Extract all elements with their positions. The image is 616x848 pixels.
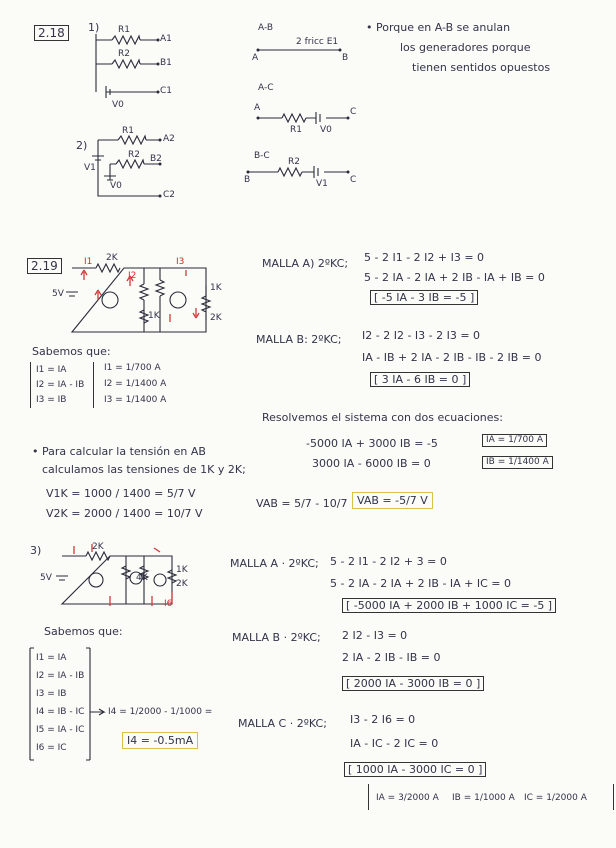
- malla-b-result: [ 3 IA - 6 IB = 0 ]: [370, 372, 470, 387]
- malla-c3-eq1: I3 - 2 I6 = 0: [350, 713, 416, 726]
- c2-b-label: B2: [150, 154, 162, 164]
- malla-a-eq1: 5 - 2 I1 - 2 I2 + I3 = 0: [364, 251, 485, 264]
- eq-right-1: I1 = 1/700 A: [104, 363, 161, 373]
- note-line-3: tienen sentidos opuestos: [412, 61, 551, 74]
- malla-a-eq2: 5 - 2 IA - 2 IA + 2 IB - IA + IB = 0: [364, 271, 545, 284]
- c1-a-label: A1: [160, 34, 172, 44]
- malla-a3-eq1: 5 - 2 I1 - 2 I2 + 3 = 0: [330, 555, 447, 568]
- eq-right-2: I2 = 1/1400 A: [104, 379, 167, 389]
- ac-a-label: A: [254, 103, 261, 113]
- eq-left-1: I1 = IA: [36, 365, 67, 375]
- eq3-2: I2 = IA - IB: [36, 671, 85, 681]
- malla-b3-result: [ 2000 IA - 3000 IB = 0 ]: [342, 676, 484, 691]
- ab-b-label: B: [342, 53, 349, 63]
- circuit-1-number: 1): [88, 21, 100, 34]
- c1-b-label: B1: [160, 58, 172, 68]
- c2-v1-label: V1: [84, 163, 96, 173]
- sabemos-label-219: Sabemos que:: [32, 345, 111, 358]
- ab-a-label: A: [252, 53, 259, 63]
- sistema-heading: Resolvemos el sistema con dos ecuaciones:: [262, 411, 503, 424]
- eq3-3: I3 = IB: [36, 689, 67, 699]
- c3-i6-label: I6: [164, 599, 173, 609]
- malla-c3-title: MALLA C · 2ºKC;: [238, 717, 327, 730]
- ab-heading: A-B: [258, 23, 274, 33]
- malla-b-eq2: IA - IB + 2 IA - 2 IB - IB - 2 IB = 0: [362, 351, 542, 364]
- c2-r2-label: R2: [128, 150, 140, 160]
- note-line-1: • Porque en A-B se anulan: [366, 21, 511, 34]
- c1-c-label: C1: [160, 86, 173, 96]
- c2-c-label: C2: [163, 190, 176, 200]
- eq3-1: I1 = IA: [36, 653, 67, 663]
- vab-result: VAB = -5/7 V: [352, 492, 433, 509]
- c1-v-label: V0: [112, 100, 124, 110]
- c219-v-label: 5V: [52, 289, 64, 299]
- ac-heading: A-C: [258, 83, 274, 93]
- c2-v0-label: V0: [110, 181, 122, 191]
- c3-v-label: 5V: [40, 573, 52, 583]
- v1k-calc: V1K = 1000 / 1400 = 5/7 V: [46, 487, 196, 500]
- final-ic: IC = 1/2000 A: [524, 793, 587, 803]
- c1-r1-label: R1: [118, 25, 130, 35]
- ab-resistor-label: 2 fricc E1: [296, 37, 339, 47]
- final-ib: IB = 1/1000 A: [452, 793, 515, 803]
- sys-sol-ib: IB = 1/1400 A: [482, 456, 553, 469]
- malla-a-title: MALLA A) 2ºKC;: [262, 257, 349, 270]
- c3-r3-label: 1K: [176, 565, 188, 575]
- malla-a-result: [ -5 IA - 3 IB = -5 ]: [370, 290, 478, 305]
- c3-r1-label: 2K: [92, 542, 104, 552]
- ac-v-label: V0: [320, 125, 332, 135]
- tension-line-2: calculamos las tensiones de 1K y 2K;: [42, 463, 246, 476]
- bc-b-label: B: [244, 175, 251, 185]
- bc-heading: B-C: [254, 151, 270, 161]
- vab-calc: VAB = 5/7 - 10/7: [256, 497, 348, 510]
- c219-r4-label: 1K: [148, 311, 160, 321]
- c3-r5-label: 2K: [176, 579, 188, 589]
- exercise-label-2-18: 2.18: [34, 25, 69, 41]
- i4-calc: I4 = 1/2000 - 1/1000 =: [108, 707, 213, 717]
- malla-b-title: MALLA B: 2ºKC;: [256, 333, 342, 346]
- c1-r2-label: R2: [118, 49, 130, 59]
- final-ia: IA = 3/2000 A: [376, 793, 439, 803]
- eq-left-2: I2 = IA - IB: [36, 380, 85, 390]
- eq-left-3: I3 = IB: [36, 395, 67, 405]
- sys-eq-2: 3000 IA - 6000 IB = 0: [312, 457, 431, 470]
- malla-a3-result: [ -5000 IA + 2000 IB + 1000 IC = -5 ]: [342, 598, 556, 613]
- malla-a3-eq2: 5 - 2 IA - 2 IA + 2 IB - IA + IC = 0: [330, 577, 512, 590]
- c219-i3-label: I3: [176, 257, 185, 267]
- bc-r-label: R2: [288, 157, 300, 167]
- c3-r6-label: 4K: [136, 573, 148, 583]
- ac-r-label: R1: [290, 125, 302, 135]
- i4-result: I4 = -0.5mA: [122, 732, 198, 749]
- bc-c-label: C: [350, 175, 357, 185]
- sabemos-label-3: Sabemos que:: [44, 625, 123, 638]
- malla-b3-eq2: 2 IA - 2 IB - IB = 0: [342, 651, 441, 664]
- eq-right-3: I3 = 1/1400 A: [104, 395, 167, 405]
- c219-i1-label: I1: [84, 257, 93, 267]
- c219-i2-label: I2: [128, 271, 137, 281]
- c219-r1-label: 2K: [106, 253, 118, 263]
- c219-r3-label: 1K: [210, 283, 222, 293]
- eq3-5: I5 = IA - IC: [36, 725, 85, 735]
- v2k-calc: V2K = 2000 / 1400 = 10/7 V: [46, 507, 203, 520]
- ac-c-label: C: [350, 107, 357, 117]
- circuit-2-number: 2): [76, 139, 88, 152]
- eq3-4: I4 = IB - IC: [36, 707, 85, 717]
- sys-eq-1: -5000 IA + 3000 IB = -5: [306, 437, 438, 450]
- malla-c3-result: [ 1000 IA - 3000 IC = 0 ]: [344, 762, 486, 777]
- malla-b-eq1: I2 - 2 I2 - I3 - 2 I3 = 0: [362, 329, 481, 342]
- malla-c3-eq2: IA - IC - 2 IC = 0: [350, 737, 439, 750]
- malla-b3-title: MALLA B · 2ºKC;: [232, 631, 321, 644]
- eq3-6: I6 = IC: [36, 743, 67, 753]
- c2-r1-label: R1: [122, 126, 134, 136]
- c2-a-label: A2: [163, 134, 175, 144]
- malla-b3-eq1: 2 I2 - I3 = 0: [342, 629, 408, 642]
- note-line-2: los generadores porque: [400, 41, 531, 54]
- malla-a3-title: MALLA A · 2ºKC;: [230, 557, 319, 570]
- tension-line-1: • Para calcular la tensión en AB: [32, 445, 206, 458]
- sys-sol-ia: IA = 1/700 A: [482, 434, 547, 447]
- exercise-label-2-19: 2.19: [27, 258, 62, 274]
- c219-r5-label: 2K: [210, 313, 222, 323]
- exercise-3-number: 3): [30, 544, 42, 557]
- bc-v-label: V1: [316, 179, 328, 189]
